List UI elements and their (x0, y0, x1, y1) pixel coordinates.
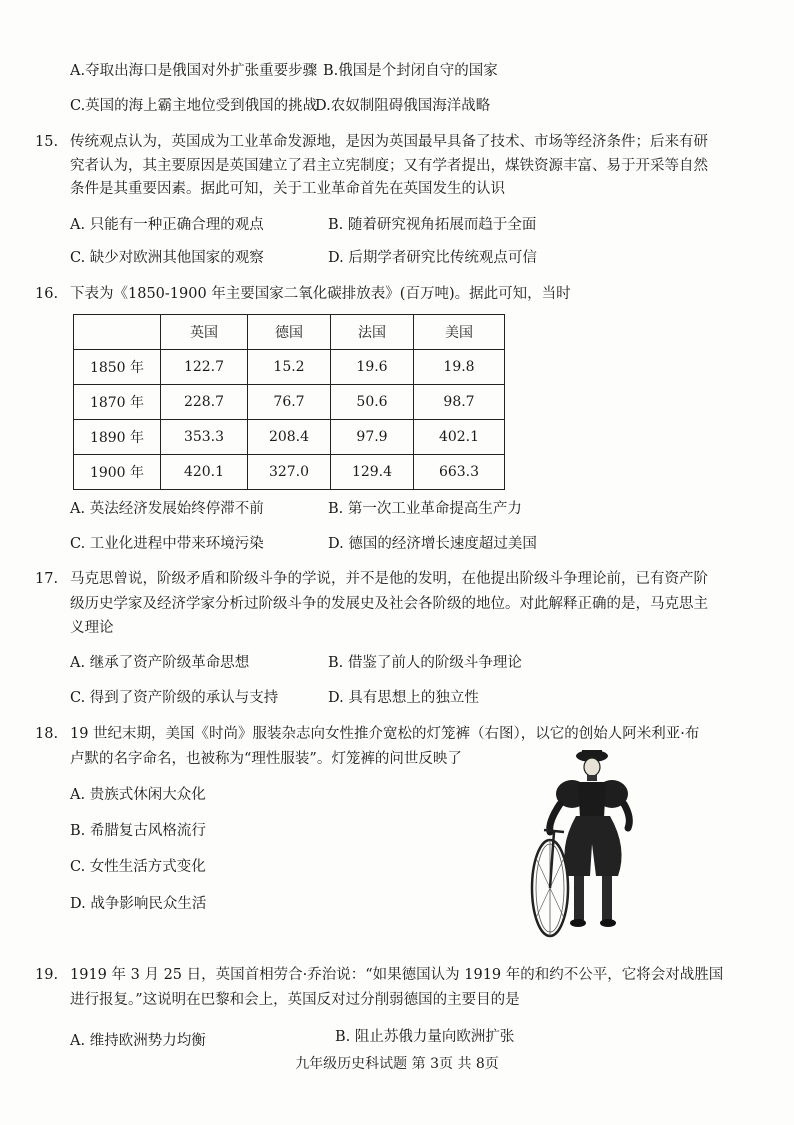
q15-option-d: D. 后期学者研究比传统观点可信 (328, 250, 537, 266)
table-cell: 402.1 (414, 420, 505, 455)
q19-number: 19. (35, 967, 59, 983)
q17-option-a: A. 继承了资产阶级革命思想 (70, 655, 250, 671)
q17-option-b: B. 借鉴了前人的阶级斗争理论 (328, 655, 522, 671)
table-cell: 76.7 (248, 385, 331, 420)
co2-emissions-table (73, 314, 505, 490)
table-header-cell: 美国 (414, 315, 505, 350)
table-header-cell: 德国 (248, 315, 331, 350)
q19-stem-line-1: 1919 年 3 月 25 日，英国首相劳合·乔治说：“如果德国认为 1919 年的和约不公平，它将会对战胜国 (70, 967, 724, 983)
q16-number: 16. (35, 286, 59, 302)
q18-stem-line-2: 卢默的名字命名，也被称为“理性服装”。灯笼裤的问世反映了 (70, 751, 462, 767)
table-header-cell: 法国 (331, 315, 414, 350)
q14-option-d: D.农奴制阻碍俄国海洋战略 (315, 98, 491, 114)
q18-option-c: C. 女性生活方式变化 (70, 859, 206, 875)
q15-stem-line-3: 条件是其重要因素。据此可知，关于工业革命首先在英国发生的认识 (70, 181, 505, 197)
table-cell: 19.6 (331, 350, 414, 385)
q14-option-c: C.英国的海上霸主地位受到俄国的挑战 (70, 98, 318, 114)
q14-option-b: B.俄国是个封闭自守的国家 (323, 63, 498, 79)
q17-option-d: D. 具有思想上的独立性 (328, 690, 479, 706)
q15-option-a: A. 只能有一种正确合理的观点 (70, 217, 264, 233)
q17-stem-line-1: 马克思曾说，阶级矛盾和阶级斗争的学说，并不是他的发明，在他提出阶级斗争理论前，已有资产阶 (70, 571, 708, 587)
table-cell: 19.8 (414, 350, 505, 385)
q16-option-b: B. 第一次工业革命提高生产力 (328, 501, 522, 517)
table-row (74, 385, 505, 420)
table-cell: 98.7 (414, 385, 505, 420)
table-row (74, 350, 505, 385)
table-cell: 1850 年 (74, 350, 161, 385)
q18-stem-line-1: 19 世纪末期，美国《时尚》服装杂志向女性推介宽松的灯笼裤（右图），以它的创始人阿米利亚·布 (70, 726, 700, 742)
table-cell: 15.2 (248, 350, 331, 385)
q18-number: 18. (35, 726, 59, 742)
table-cell: 1870 年 (74, 385, 161, 420)
bloomer-woman-bicycle-illustration (520, 748, 660, 948)
table-row (74, 455, 505, 490)
table-cell: 97.9 (331, 420, 414, 455)
q18-option-b: B. 希腊复古风格流行 (70, 823, 206, 839)
table-cell: 1890 年 (74, 420, 161, 455)
table-cell: 327.0 (248, 455, 331, 490)
q17-stem-line-2: 级历史学家及经济学家分析过阶级斗争的发展史及社会各阶级的地位。对此解释正确的是，马克思主 (70, 596, 708, 612)
q15-option-b: B. 随着研究视角拓展而趋于全面 (328, 217, 537, 233)
q19-option-b: B. 阻止苏俄力量向欧洲扩张 (335, 1029, 515, 1045)
q17-stem-line-3: 义理论 (70, 620, 114, 636)
table-cell: 208.4 (248, 420, 331, 455)
q16-option-a: A. 英法经济发展始终停滞不前 (70, 501, 264, 517)
table-header-cell: 英国 (161, 315, 248, 350)
page-footer: 九年级历史科试题 第 3页 共 8页 (295, 1056, 499, 1072)
q15-stem-line-2: 究者认为，其主要原因是英国建立了君主立宪制度；又有学者提出，煤铁资源丰富、易于开采等自然 (70, 158, 708, 174)
q16-option-c: C. 工业化进程中带来环境污染 (70, 536, 264, 552)
table-cell: 420.1 (161, 455, 248, 490)
table-cell: 129.4 (331, 455, 414, 490)
table-cell: 353.3 (161, 420, 248, 455)
q18-option-a: A. 贵族式休闲大众化 (70, 787, 206, 803)
table-cell: 50.6 (331, 385, 414, 420)
table-header-cell (74, 315, 161, 350)
table-cell: 122.7 (161, 350, 248, 385)
q15-option-c: C. 缺少对欧洲其他国家的观察 (70, 250, 264, 266)
q14-option-a: A.夺取出海口是俄国对外扩张重要步骤 (70, 63, 318, 79)
table-cell: 1900 年 (74, 455, 161, 490)
table-cell: 663.3 (414, 455, 505, 490)
q19-stem-line-2: 进行报复。”这说明在巴黎和会上，英国反对过分削弱德国的主要目的是 (70, 992, 520, 1008)
q16-stem: 下表为《1850-1900 年主要国家二氧化碳排放表》(百万吨)。据此可知，当时 (70, 286, 571, 302)
q15-number: 15. (35, 134, 59, 150)
q18-option-d: D. 战争影响民众生活 (70, 896, 207, 912)
q17-number: 17. (35, 571, 59, 587)
table-row (74, 420, 505, 455)
q16-option-d: D. 德国的经济增长速度超过美国 (328, 536, 537, 552)
q17-option-c: C. 得到了资产阶级的承认与支持 (70, 690, 279, 706)
q19-option-a: A. 维持欧洲势力均衡 (70, 1033, 206, 1049)
table-cell: 228.7 (161, 385, 248, 420)
table-header-row (74, 315, 505, 350)
q15-stem-line-1: 传统观点认为，英国成为工业革命发源地，是因为英国最早具备了技术、市场等经济条件；后来有研 (70, 134, 708, 150)
